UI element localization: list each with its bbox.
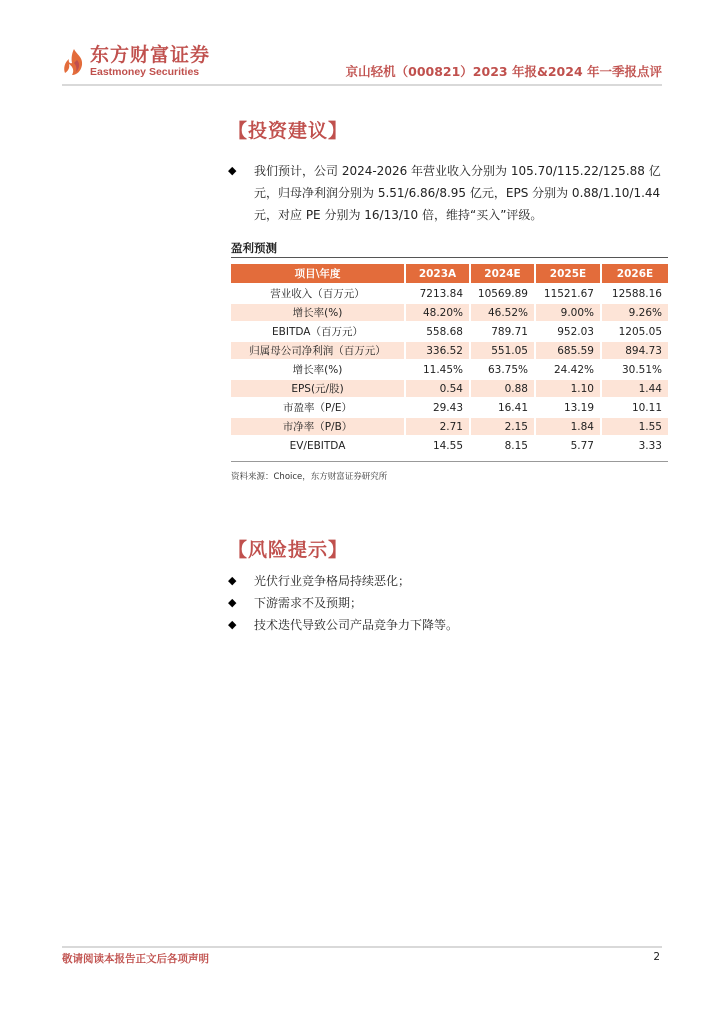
- table-row: [231, 437, 668, 454]
- list-item: [228, 592, 668, 614]
- table-row: [231, 380, 668, 397]
- column-header-2025e: 2025E: [536, 264, 602, 283]
- table-cell: 789.71: [471, 323, 536, 340]
- row-label: 归属母公司净利润（百万元）: [231, 342, 406, 359]
- risk-warning-list: [228, 570, 668, 636]
- table-cell: 1.84: [536, 418, 602, 435]
- table-cell: 63.75%: [471, 361, 536, 378]
- table-row: [231, 418, 668, 435]
- table-header-row: [231, 264, 668, 283]
- table-cell: 11521.67: [536, 285, 602, 302]
- table-cell: 558.68: [406, 323, 471, 340]
- logo-english-name: Eastmoney Securities: [90, 66, 200, 78]
- table-cell: 12588.16: [611, 287, 662, 300]
- column-header-2024e: 2024E: [471, 264, 536, 283]
- table-cell: 685.59: [536, 342, 602, 359]
- table-cell: 14.55: [406, 437, 471, 454]
- table-cell: 11.45%: [406, 361, 471, 378]
- risk-warning-title: 【风险提示】: [228, 539, 349, 561]
- row-label: 营业收入（百万元）: [231, 285, 406, 302]
- table-row: [231, 342, 668, 359]
- earnings-forecast-table: [231, 262, 668, 456]
- table-cell: 2.15: [471, 418, 536, 435]
- table-cell: 29.43: [406, 399, 471, 416]
- table-cell: 5.77: [536, 437, 602, 454]
- diamond-bullet-icon: ◆: [228, 164, 237, 177]
- forecast-table-title: 盈利预测: [231, 241, 277, 255]
- table-cell: 0.54: [406, 380, 471, 397]
- list-item: [228, 614, 668, 636]
- table-cell: 1205.05: [618, 325, 662, 338]
- table-cell: 30.51%: [621, 363, 662, 376]
- investment-advice-title: 【投资建议】: [228, 120, 349, 142]
- eastmoney-flame-icon: [62, 48, 86, 76]
- risk-item-text: 下游需求不及预期；: [254, 596, 363, 610]
- table-cell: 894.73: [602, 342, 668, 359]
- table-cell: 9.26%: [602, 304, 668, 321]
- list-item: [228, 570, 668, 592]
- investment-advice-list: [228, 160, 668, 226]
- table-row: [231, 399, 668, 416]
- list-item: [228, 160, 668, 226]
- table-source-note: 资料来源：Choice，东方财富证券研究所: [231, 472, 388, 482]
- table-cell: 551.05: [471, 342, 536, 359]
- risk-item-text: 光伏行业竞争格局持续恶化；: [254, 574, 411, 588]
- column-header-2026e: 2026E: [602, 264, 668, 283]
- row-label: 增长率(%): [231, 361, 406, 378]
- table-cell: 46.52%: [471, 304, 536, 321]
- table-row: [231, 361, 668, 378]
- row-label: 市盈率（P/E）: [231, 399, 406, 416]
- table-cell: 16.41: [471, 399, 536, 416]
- diamond-bullet-icon: ◆: [228, 574, 237, 587]
- table-cell: 0.88: [471, 380, 536, 397]
- page-number: 2: [653, 951, 660, 963]
- risk-item-text: 技术迭代导致公司产品竞争力下降等。: [254, 618, 459, 632]
- table-cell: 7213.84: [406, 285, 471, 302]
- company-logo: [62, 46, 210, 78]
- investment-advice-text: 我们预计，公司 2024-2026 年营业收入分别为 105.70/115.22/125.88 亿元，归母净利润分别为 5.51/6.86/8.95 亿元，EPS 分别为 0.88/1.10/1.44 元，对应 PE 分别为 16/13/10 倍，维持“买入”评级。: [254, 164, 661, 222]
- table-cell: 10569.89: [471, 285, 536, 302]
- table-cell: 3.33: [638, 439, 662, 452]
- table-cell: 1.55: [602, 418, 668, 435]
- footer-disclaimer: 敬请阅读本报告正文后各项声明: [62, 953, 209, 965]
- footer-divider: [62, 946, 662, 948]
- table-cell: 13.19: [536, 399, 602, 416]
- table-cell: 336.52: [406, 342, 471, 359]
- logo-chinese-name: 东方财富证券: [90, 44, 211, 66]
- table-top-rule: [231, 257, 668, 258]
- row-label: EBITDA（百万元）: [231, 323, 406, 340]
- table-row: [231, 323, 668, 340]
- report-title: 京山轻机（000821）2023 年报&2024 年一季报点评: [345, 64, 662, 79]
- column-header-item: 项目\年度: [231, 264, 406, 283]
- header-divider: [62, 84, 662, 86]
- row-label: 市净率（P/B）: [231, 418, 406, 435]
- table-cell: 952.03: [536, 323, 602, 340]
- row-label: EPS(元/股): [231, 380, 406, 397]
- diamond-bullet-icon: ◆: [228, 618, 237, 631]
- diamond-bullet-icon: ◆: [228, 596, 237, 609]
- table-cell: 1.44: [602, 380, 668, 397]
- table-row: [231, 304, 668, 321]
- table-cell: 24.42%: [536, 361, 602, 378]
- row-label: 增长率(%): [231, 304, 406, 321]
- row-label: EV/EBITDA: [231, 437, 406, 454]
- table-cell: 8.15: [471, 437, 536, 454]
- table-cell: 2.71: [406, 418, 471, 435]
- table-bottom-rule: [231, 461, 668, 462]
- table-row: [231, 285, 668, 302]
- table-cell: 48.20%: [406, 304, 471, 321]
- column-header-2023a: 2023A: [406, 264, 471, 283]
- table-cell: 1.10: [536, 380, 602, 397]
- table-cell: 10.11: [631, 401, 662, 414]
- table-cell: 9.00%: [536, 304, 602, 321]
